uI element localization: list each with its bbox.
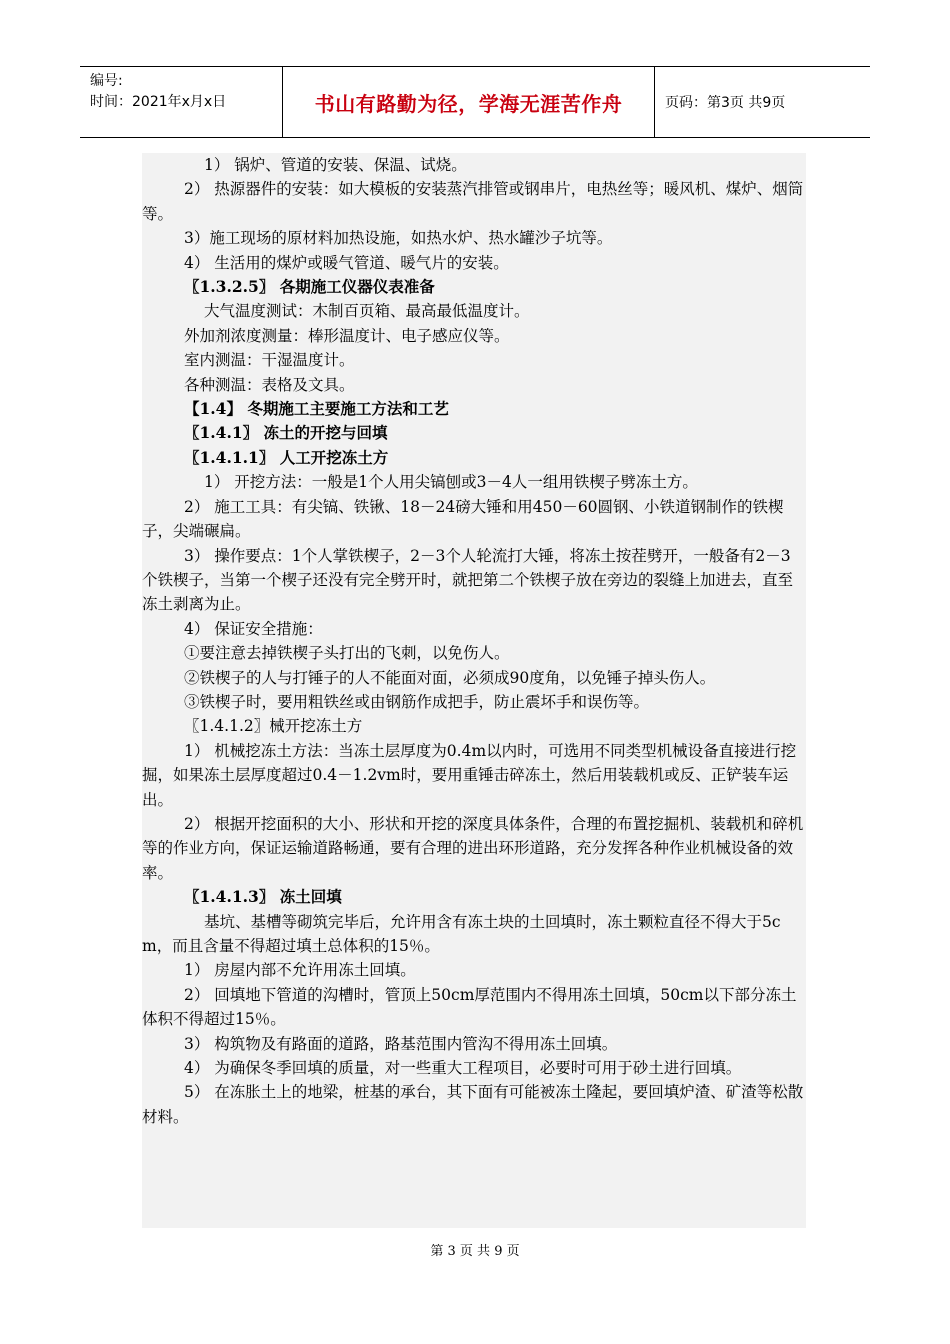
paragraph: 大气温度测试：木制百页箱、最高最低温度计。: [204, 302, 530, 321]
paragraph: 1） 锅炉、管道的安装、保温、试烧。: [204, 156, 467, 174]
paragraph: 5） 在冻胀土上的地梁，桩基的承台，其下面有可能被冻土隆起，要回填炉渣、矿渣等松散材料。: [142, 1083, 804, 1126]
section-heading: 〖1.4.1.2〗械开挖冻土方: [184, 717, 363, 736]
paragraph: 2） 施工工具：有尖镐、铁锹、18－24磅大锤和用450－60圆钢、小铁道钢制作的铁楔子，尖端碾扁。: [142, 497, 784, 541]
paragraph: 2） 回填地下管道的沟槽时，管顶上50cm厚范围内不得用冻土回填，50cm以下部分冻土体积不得超过15％。: [142, 985, 797, 1029]
paragraph: 2） 根据开挖面积的大小、形状和开挖的深度具体条件，合理的布置挖掘机、装载机和碎机等的作业方向，保证运输道路畅通，要有合理的进出环形道路，充分发挥各种作业机械设备的效率。: [142, 814, 804, 882]
section-heading: 〖1.4.1〗 冻土的开挖与回填: [184, 423, 388, 443]
paragraph: 1） 房屋内部不允许用冻土回填。: [184, 961, 416, 980]
document-date: 时间：2021年x月x日: [90, 94, 227, 110]
paragraph: 各种测温：表格及文具。: [184, 375, 355, 394]
paragraph: 3） 操作要点：1个人掌铁楔子，2－3个人轮流打大锤，将冻土按茬劈开，一般备有2－3个铁楔子，当第一个楔子还没有完全劈开时，就把第二个铁楔子放在旁边的裂缝上加进去，直至冻土剥离为止。: [142, 546, 794, 614]
document-body: [142, 153, 806, 1228]
paragraph: 1） 机械挖冻土方法：当冻土层厚度为0.4m以内时，可选用不同类型机械设备直接进行挖掘，如果冻土层厚度超过0.4－1.2vm时，要用重锤击碎冻土，然后用装载机或反、正铲装车运出。: [142, 741, 797, 809]
paragraph: 4） 生活用的煤炉或暖气管道、暖气片的安装。: [184, 253, 509, 272]
paragraph: 外加剂浓度测量：棒形温度计、电子感应仪等。: [184, 326, 510, 345]
document-number-label: 编号:: [90, 73, 123, 89]
paragraph: 4） 保证安全措施：: [184, 619, 323, 638]
header-page-code: 页码：第3页 共9页: [665, 95, 786, 111]
paragraph: 1） 开挖方法：一般是1个人用尖镐刨或3－4人一组用铁楔子劈冻土方。: [204, 473, 698, 492]
paragraph: 3）施工现场的原材料加热设施，如热水炉、热水罐沙子坑等。: [184, 229, 613, 248]
paragraph: 4） 为确保冬季回填的质量，对一些重大工程项目，必要时可用于砂土进行回填。: [184, 1059, 742, 1078]
page-footer: 第 3 页 共 9 页: [430, 1244, 520, 1259]
section-heading: 〖1.4.1.1〗 人工开挖冻土方: [184, 447, 389, 467]
section-heading: 〖1.3.2.5〗 各期施工仪器仪表准备: [184, 277, 435, 297]
paragraph: 基坑、基槽等砌筑完毕后，允许用含有冻土块的土回填时，冻土颗粒直径不得大于5cm，而且含量不得超过填土总体积的15％。: [142, 912, 781, 955]
header-meta: [80, 67, 283, 137]
page-header: [80, 66, 870, 138]
section-heading: 【1.4】 冬期施工主要施工方法和工艺: [184, 399, 449, 419]
paragraph: 3） 构筑物及有路面的道路，路基范围内管沟不得用冻土回填。: [184, 1034, 618, 1053]
paragraph: 2） 热源器件的安装：如大模板的安装蒸汽排管或钢串片，电热丝等；暖风机、煤炉、烟筒等。: [142, 180, 804, 223]
paragraph: 室内测温：干湿温度计。: [184, 351, 355, 370]
paragraph: ③铁楔子时，要用粗铁丝或由钢筋作成把手，防止震坏手和误伤等。: [184, 692, 650, 711]
paragraph: ②铁楔子的人与打锤子的人不能面对面，必须成90度角，以免锤子掉头伤人。: [184, 668, 716, 687]
section-heading: 〖1.4.1.3〗 冻土回填: [184, 887, 342, 907]
header-motto: 书山有路勤为径，学海无涯苦作舟: [283, 67, 655, 137]
paragraph: ①要注意去掉铁楔子头打出的飞刺，以免伤人。: [184, 644, 510, 663]
